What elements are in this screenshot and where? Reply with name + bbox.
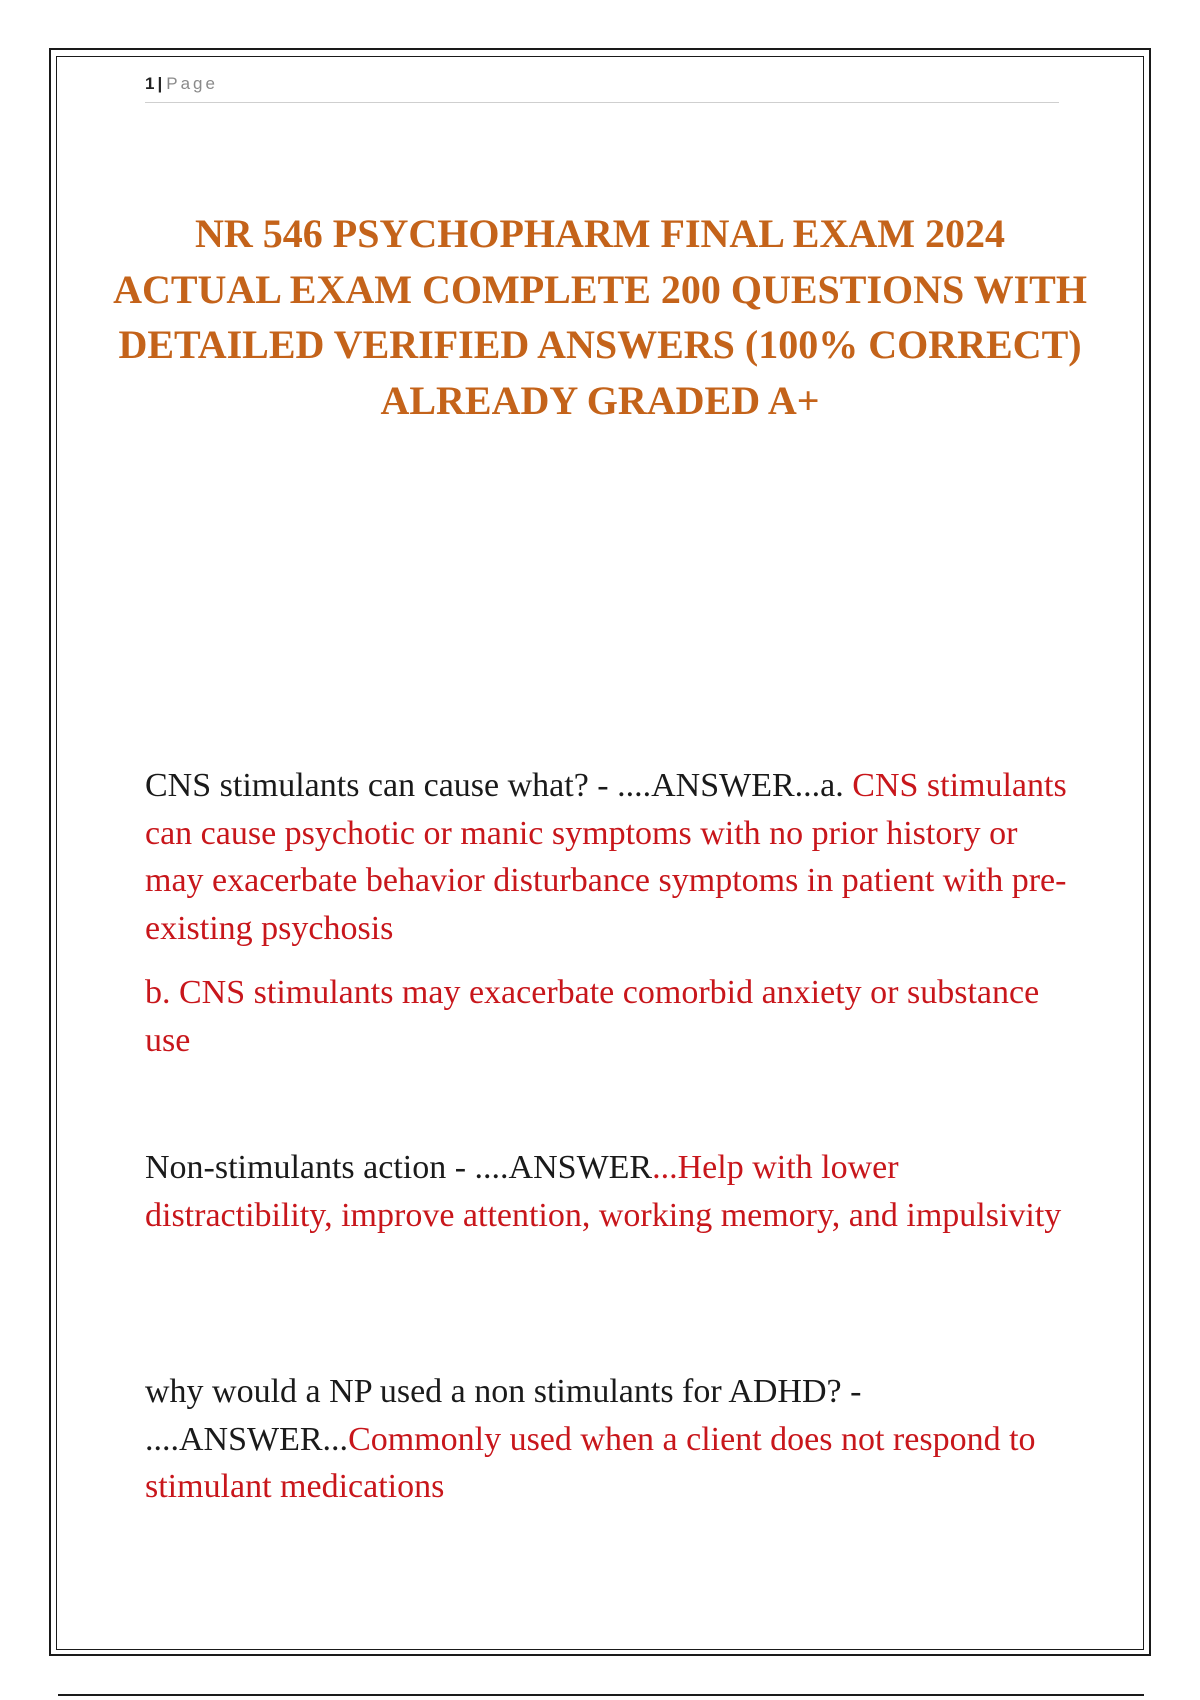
qa-item xyxy=(145,1368,1075,1511)
answer-text: CNS stimulants can cause psychotic or manic symptoms with no prior history or may exacerbate behavior disturbance symptoms in patient with pre-existing psychosis xyxy=(145,767,1067,947)
page-header xyxy=(145,72,1059,103)
page-number: 1 xyxy=(145,74,155,93)
qa-paragraph xyxy=(145,1368,1075,1511)
question-text: why would a NP used a non stimulants for ADHD? - ....ANSWER... xyxy=(145,1373,862,1458)
bottom-rule xyxy=(58,1694,1144,1696)
page-label: Page xyxy=(166,74,218,93)
question-text: CNS stimulants can cause what? - ....ANSWER...a. xyxy=(145,767,853,804)
answer-text: Commonly used when a client does not respond to stimulant medications xyxy=(145,1420,1036,1505)
header-separator: | xyxy=(157,74,163,93)
qa-paragraph xyxy=(145,762,1075,952)
question-text: Non-stimulants action - ....ANSWER xyxy=(145,1149,653,1186)
qa-item xyxy=(145,1144,1075,1239)
answer-text: ...Help with lower distractibility, improve attention, working memory, and impulsivity xyxy=(145,1149,1062,1234)
qa-item xyxy=(145,762,1075,1064)
document-title: NR 546 PSYCHOPHARM FINAL EXAM 2024 ACTUAL EXAM COMPLETE 200 QUESTIONS WITH DETAILED VERIFIED ANSWERS (100% CORRECT) ALREADY GRADED A+ xyxy=(113,211,1087,423)
answer-text-b: b. CNS stimulants may exacerbate comorbid anxiety or substance use xyxy=(145,974,1040,1059)
qa-paragraph xyxy=(145,1144,1075,1239)
